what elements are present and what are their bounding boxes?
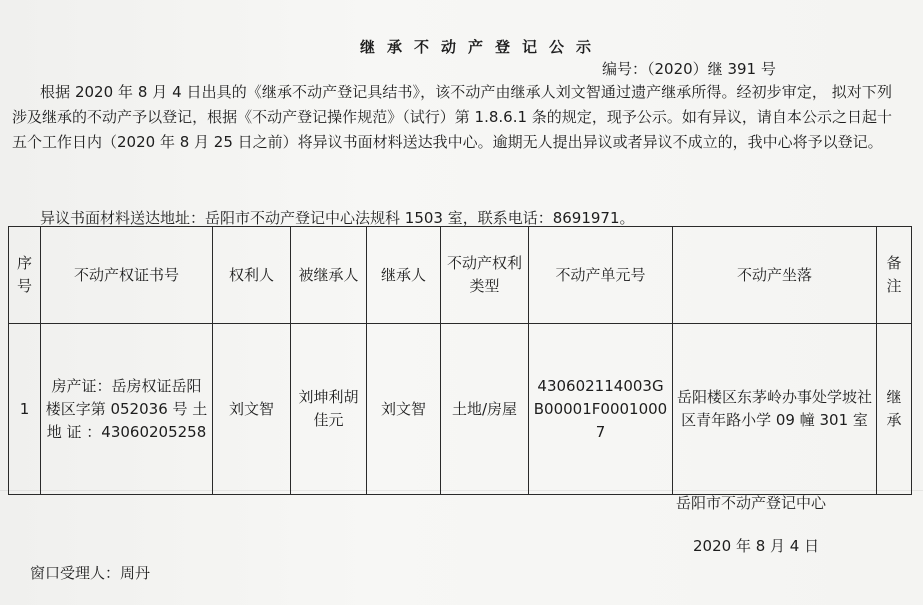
header-holder: 权利人 [213,227,291,324]
window-clerk: 窗口受理人：周丹 [30,564,151,582]
document-number: 编号：（2020）继 391 号 [602,60,776,78]
scan-artifact-line [0,490,923,491]
cell-decedent: 刘坤利胡佳元 [291,324,367,495]
cell-right-type: 土地/房屋 [441,324,529,495]
cell-holder: 刘文智 [213,324,291,495]
header-cert: 不动产权证书号 [41,227,213,324]
header-right-type: 不动产权利类型 [441,227,529,324]
document-title: 继承不动产登记公示 [359,38,603,56]
header-heir: 继承人 [367,227,441,324]
cell-unit-no: 430602114003GB00001F00010007 [529,324,673,495]
cell-location: 岳阳楼区东茅岭办事处学坡社区青年路小学 09 幢 301 室 [673,324,877,495]
objection-address: 异议书面材料送达地址：岳阳市不动产登记中心法规科 1503 室，联系电话：8691971。 [40,209,635,227]
issuing-organization: 岳阳市不动产登记中心 [676,494,827,512]
header-location: 不动产坐落 [673,227,877,324]
header-decedent: 被继承人 [291,227,367,324]
cell-heir: 刘文智 [367,324,441,495]
header-remark: 备注 [877,227,912,324]
cell-seq: 1 [9,324,41,495]
notice-paragraph: 根据 2020 年 8 月 4 日出具的《继承不动产登记具结书》，该不动产由继承人刘文智通过遗产继承所得。经初步审定， 拟对下列涉及继承的不动产予以登记，根据《不动产登记操作规范》（试行）第 1.8.6.1 条的规定，现予公示。如有异议，请自本公示之日起十五个工作日内（2020 年 8 月 25 日之前）将异议书面材料送达我中心。逾期无人提出异议或者异议不成立的，我中心将予以登记。 [12,83,892,151]
table-header-row [9,227,912,324]
cell-cert: 房产证：岳房权证岳阳楼区字第 052036 号 土 地 证 ：43060205258 [41,324,213,495]
header-seq: 序号 [9,227,41,324]
property-table [8,226,912,495]
issue-date: 2020 年 8 月 4 日 [693,537,820,555]
table-row [9,324,912,495]
cell-remark: 继承 [877,324,912,495]
header-unit-no: 不动产单元号 [529,227,673,324]
